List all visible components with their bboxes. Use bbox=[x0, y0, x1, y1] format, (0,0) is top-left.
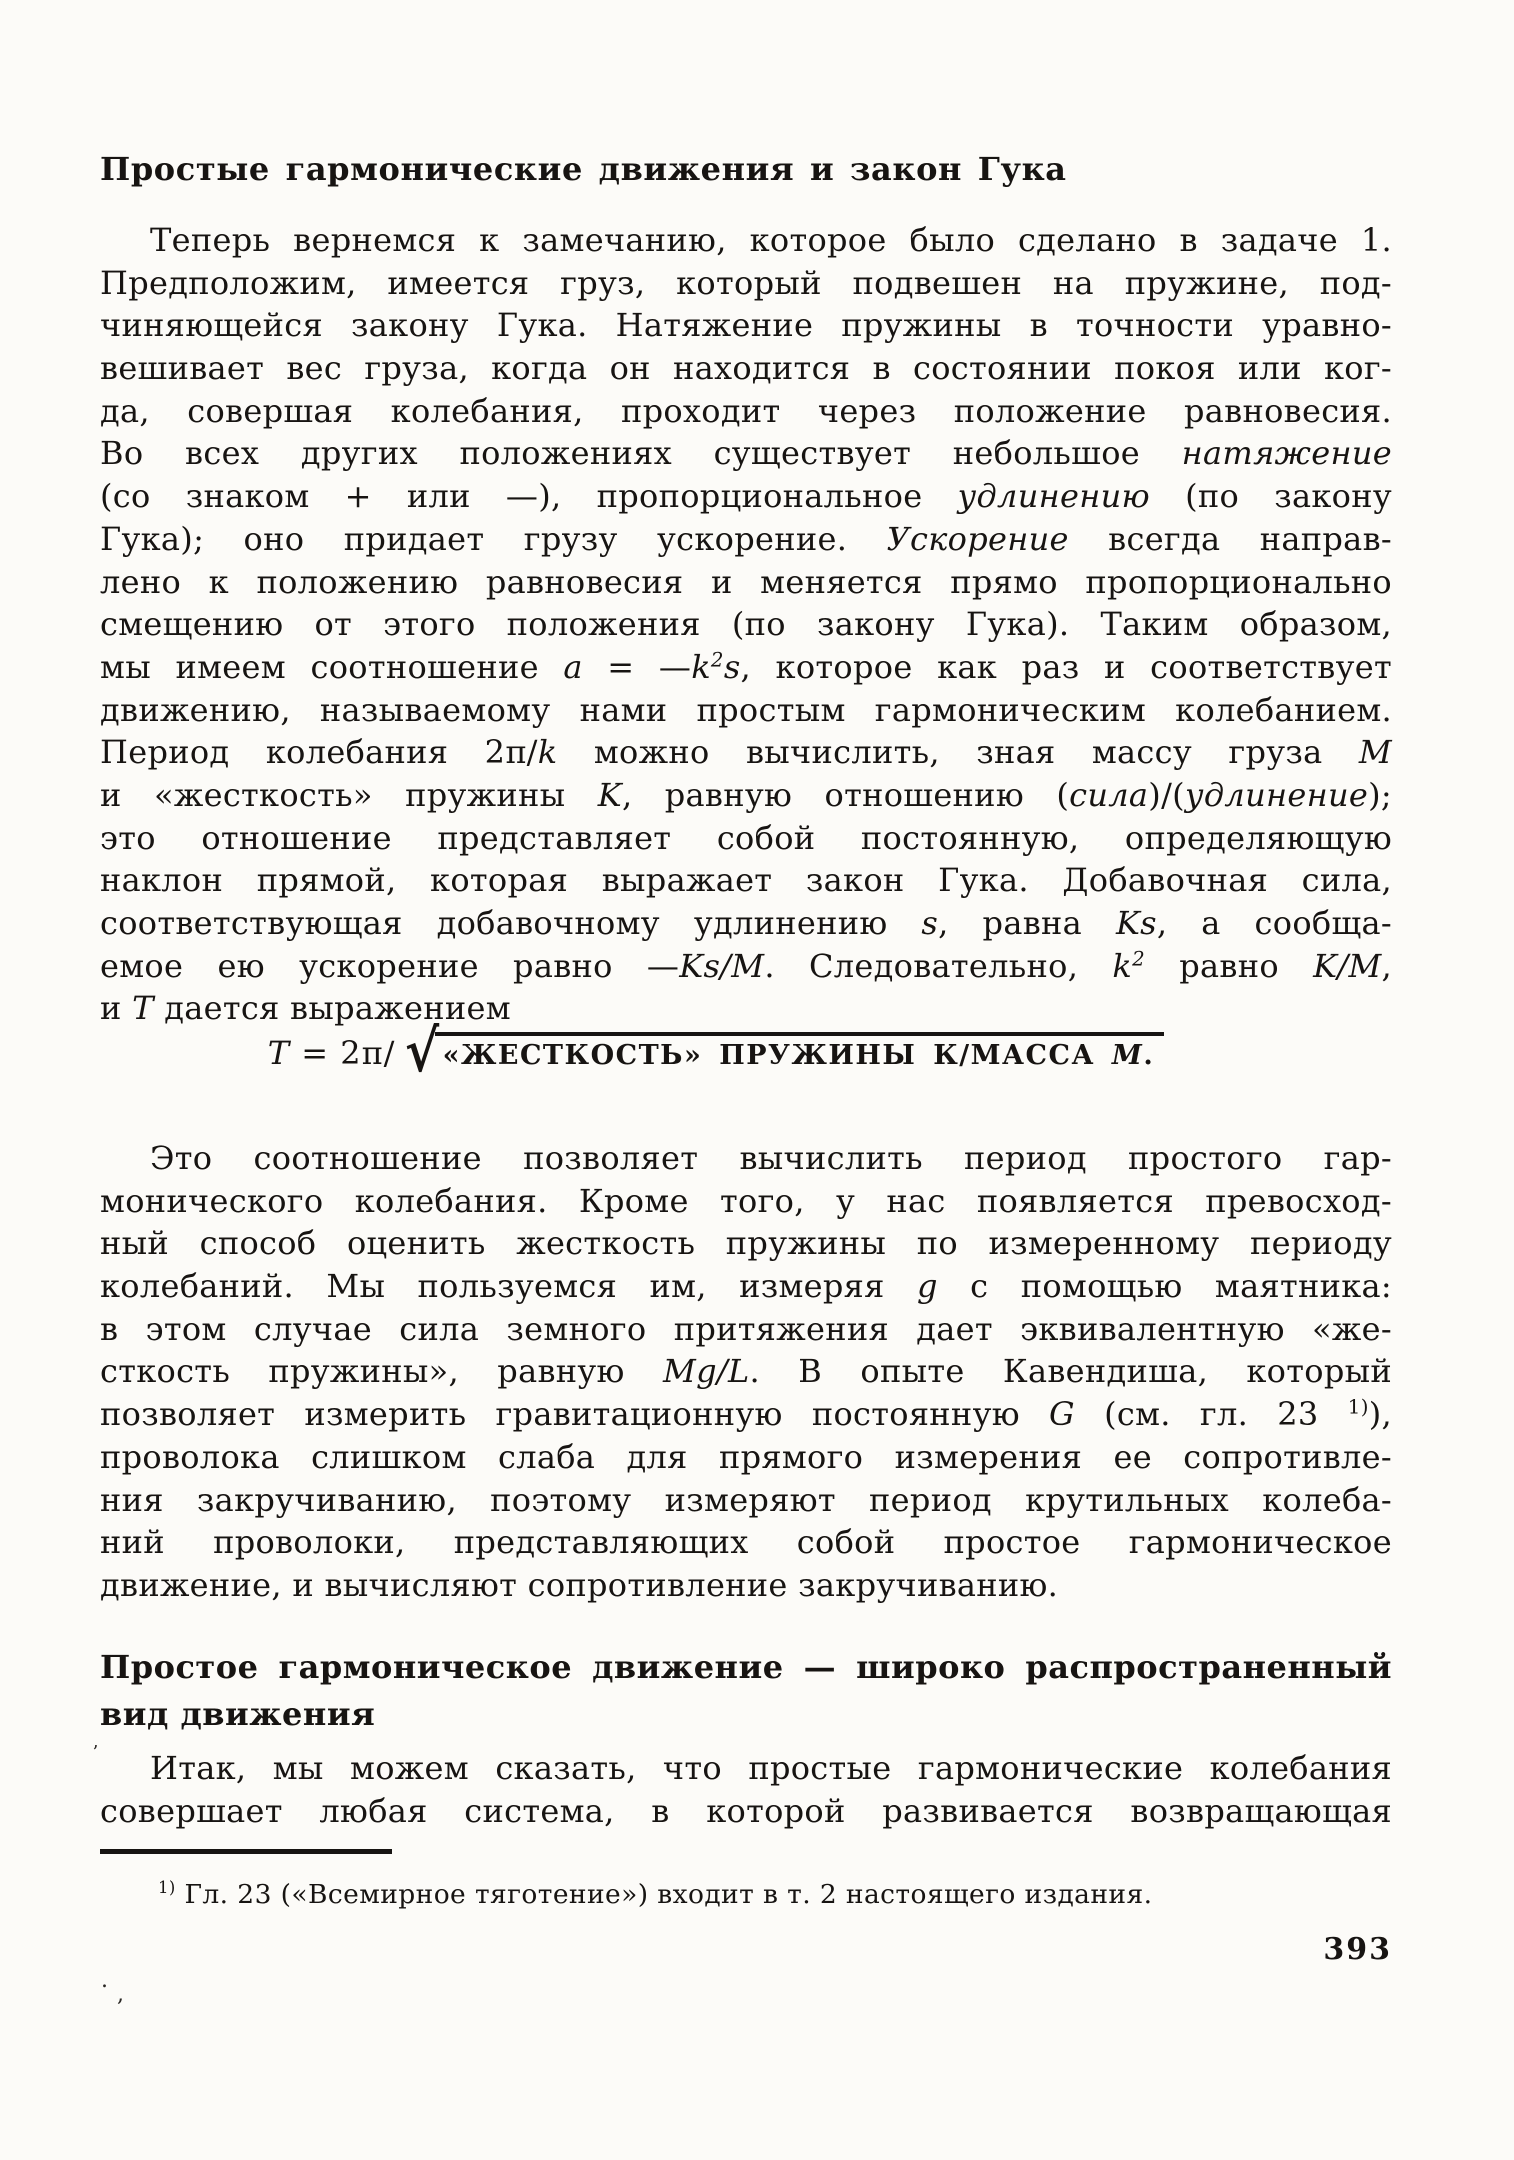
text-segment: K bbox=[597, 775, 622, 814]
text-segment: всегда направ- bbox=[1068, 519, 1392, 558]
text-segment: колебаний. Мы пользуемся им, измеряя bbox=[100, 1267, 917, 1306]
text-segment: равно bbox=[1145, 946, 1314, 985]
text-segment: , а сообща- bbox=[1156, 904, 1392, 942]
text-segment: , равна bbox=[938, 904, 1116, 942]
text-segment: 2 bbox=[710, 648, 724, 672]
text-segment: емое ею ускорение равно — bbox=[100, 946, 680, 985]
formula-under-root bbox=[435, 1032, 1165, 1071]
text-segment: Гл. 23 («Всемирное тяготение») входит в т. 2 настоящего издания. bbox=[175, 1879, 1153, 1910]
text-segment: удлинению bbox=[957, 477, 1150, 516]
text-segment: g bbox=[917, 1267, 938, 1306]
text-line bbox=[100, 475, 1392, 518]
text-line: Простое гармоническое движение — широко распространенный bbox=[100, 1648, 1392, 1686]
text-segment: , равную отношению ( bbox=[621, 775, 1070, 814]
text-line: проволока слишком слаба для прямого измерения ее сопротивле- bbox=[100, 1437, 1392, 1476]
text-segment: Ks/M bbox=[679, 946, 765, 985]
text-line: лено к положению равновесия и меняется прямо пропорционально bbox=[100, 562, 1392, 601]
text-line: движению, называемому нами простым гармоническим колебанием. bbox=[100, 690, 1392, 729]
paragraph-1 bbox=[100, 219, 1392, 1030]
text-segment: = 2π/ bbox=[290, 1034, 396, 1072]
paragraph-3 bbox=[100, 1747, 1392, 1832]
text-segment: натяжение bbox=[1181, 434, 1392, 473]
footnote-divider bbox=[100, 1849, 392, 1854]
text-segment: T bbox=[132, 989, 154, 1028]
text-line bbox=[100, 1350, 1392, 1393]
text-line: монического колебания. Кроме того, у нас появляется превосход- bbox=[100, 1181, 1392, 1220]
formula-inner: T = 2π/ √ «ЖЕСТКОСТЬ» ПРУЖИНЫ К/МАССА M. bbox=[268, 1032, 1164, 1072]
paragraph-2 bbox=[100, 1137, 1392, 1607]
page-number-row bbox=[100, 1932, 1392, 1967]
text-segment: дается выражением bbox=[153, 989, 511, 1028]
text-line bbox=[100, 945, 1392, 988]
text-segment: с помощью маятника: bbox=[937, 1267, 1392, 1306]
text-segment: s bbox=[921, 904, 939, 942]
text-segment: удлинение bbox=[1184, 775, 1369, 814]
text-segment: = — bbox=[582, 647, 692, 686]
text-line: чиняющейся закону Гука. Натяжение пружины в точности уравно- bbox=[100, 306, 1392, 345]
text-line: Предположим, имеется груз, который подвешен на пружине, под- bbox=[100, 263, 1392, 302]
formula-lhs bbox=[268, 1034, 396, 1072]
text-line: Теперь вернемся к замечанию, которое было сделано в задаче 1. bbox=[150, 221, 1392, 259]
text-segment: M bbox=[1111, 1040, 1144, 1071]
text-segment: (по закону bbox=[1149, 477, 1392, 516]
text-line: движение, и вычисляют сопротивление закручиванию. bbox=[100, 1565, 1059, 1604]
text-segment: соответствующая добавочному удлинению bbox=[100, 904, 922, 942]
text-line bbox=[100, 987, 1392, 1030]
text-segment: k bbox=[1112, 946, 1133, 985]
scan-speck: . bbox=[101, 1968, 108, 1993]
text-segment: ), bbox=[1368, 1395, 1392, 1434]
text-segment: и bbox=[100, 989, 133, 1028]
text-segment: Ускорение bbox=[886, 519, 1069, 558]
text-segment: 1) bbox=[1347, 1395, 1369, 1419]
text-line bbox=[100, 902, 1392, 945]
text-segment: k bbox=[691, 647, 711, 686]
text-segment: , которое как раз и соответствует bbox=[740, 647, 1392, 686]
text-line: ний проволоки, представляющих собой простое гармоническое bbox=[100, 1523, 1392, 1562]
text-line: это отношение представляет собой постоянную, определяющую bbox=[100, 818, 1392, 857]
text-segment: . В опыте Кавендиша, который bbox=[749, 1352, 1392, 1391]
text-line: Это соотношение позволяет вычислить период простого гар- bbox=[150, 1139, 1392, 1177]
text-segment: Период колебания 2π/ bbox=[100, 733, 538, 772]
text-line bbox=[100, 1265, 1392, 1308]
text-line: в этом случае сила земного притяжения дает эквивалентную «же- bbox=[100, 1309, 1392, 1348]
footnote-text bbox=[100, 1874, 1392, 1917]
text-segment: сткость пружины», равную bbox=[100, 1352, 664, 1391]
text-line bbox=[100, 1393, 1392, 1436]
text-line: наклон прямой, которая выражает закон Гука. Добавочная сила, bbox=[100, 861, 1392, 900]
text-line bbox=[100, 774, 1392, 817]
text-line: вешивает вес груза, когда он находится в состоянии покоя или ког- bbox=[100, 349, 1392, 388]
text-segment: )/( bbox=[1148, 775, 1185, 814]
text-line: совершает любая система, в которой развивается возвращающая bbox=[100, 1791, 1392, 1830]
text-segment: k bbox=[537, 733, 558, 772]
section-heading-harmonic-motion-hooke-law: Простые гармонические движения и закон Гука bbox=[100, 150, 1067, 188]
text-line bbox=[100, 518, 1392, 561]
text-segment: (см. гл. 23 bbox=[1074, 1395, 1348, 1434]
text-line: смещению от этого положения (по закону Гука). Таким образом, bbox=[100, 605, 1392, 644]
text-segment: Гука); оно придает грузу ускорение. bbox=[100, 519, 887, 558]
scan-speck: ʼ bbox=[92, 1742, 98, 1763]
text-line bbox=[100, 731, 1392, 774]
text-line: да, совершая колебания, проходит через положение равновесия. bbox=[100, 391, 1392, 430]
text-segment: «ЖЕСТКОСТЬ» ПРУЖИНЫ К/МАССА bbox=[442, 1040, 1112, 1071]
text-segment: 2 bbox=[1132, 947, 1146, 971]
text-segment: s bbox=[723, 647, 741, 686]
text-line: ный способ оценить жесткость пружины по измеренному периоду bbox=[100, 1224, 1392, 1263]
text-segment: . bbox=[1143, 1040, 1155, 1071]
text-line: Итак, мы можем сказать, что простые гармонические колебания bbox=[150, 1749, 1392, 1787]
text-segment: и «жесткость» пружины bbox=[100, 775, 598, 814]
text-segment: сила bbox=[1069, 775, 1149, 814]
text-segment: (со знаком + или —), пропорциональное bbox=[100, 477, 958, 516]
section-heading-shm-widespread bbox=[100, 1644, 1392, 1738]
text-segment: мы имеем соотношение bbox=[100, 647, 564, 686]
scan-speck: , bbox=[117, 1982, 124, 2007]
text-segment: , bbox=[1381, 946, 1392, 985]
text-segment: M bbox=[1358, 733, 1392, 772]
text-segment: G bbox=[1049, 1395, 1075, 1434]
text-segment: a bbox=[563, 647, 583, 686]
text-line bbox=[100, 432, 1392, 475]
text-segment: Mg/L bbox=[663, 1352, 750, 1391]
text-line bbox=[100, 1874, 1392, 1917]
text-segment: 1) bbox=[158, 1878, 176, 1898]
text-segment: ); bbox=[1368, 775, 1392, 814]
text-segment: позволяет измерить гравитационную постоянную bbox=[100, 1395, 1050, 1434]
text-segment: K/M bbox=[1313, 946, 1382, 985]
period-formula bbox=[100, 1017, 1392, 1085]
text-line: ния закручиванию, поэтому измеряют период крутильных колеба- bbox=[100, 1480, 1392, 1519]
text-segment: Во всех других положениях существует небольшое bbox=[100, 434, 1182, 473]
text-segment: Ks bbox=[1115, 904, 1157, 942]
text-segment: можно вычислить, зная массу груза bbox=[557, 733, 1359, 772]
page-number: 393 bbox=[1323, 1932, 1392, 1967]
text-segment: T bbox=[267, 1034, 291, 1072]
text-segment: . Следовательно, bbox=[764, 946, 1113, 985]
text-line: вид движения bbox=[100, 1695, 376, 1733]
text-line bbox=[100, 646, 1392, 689]
